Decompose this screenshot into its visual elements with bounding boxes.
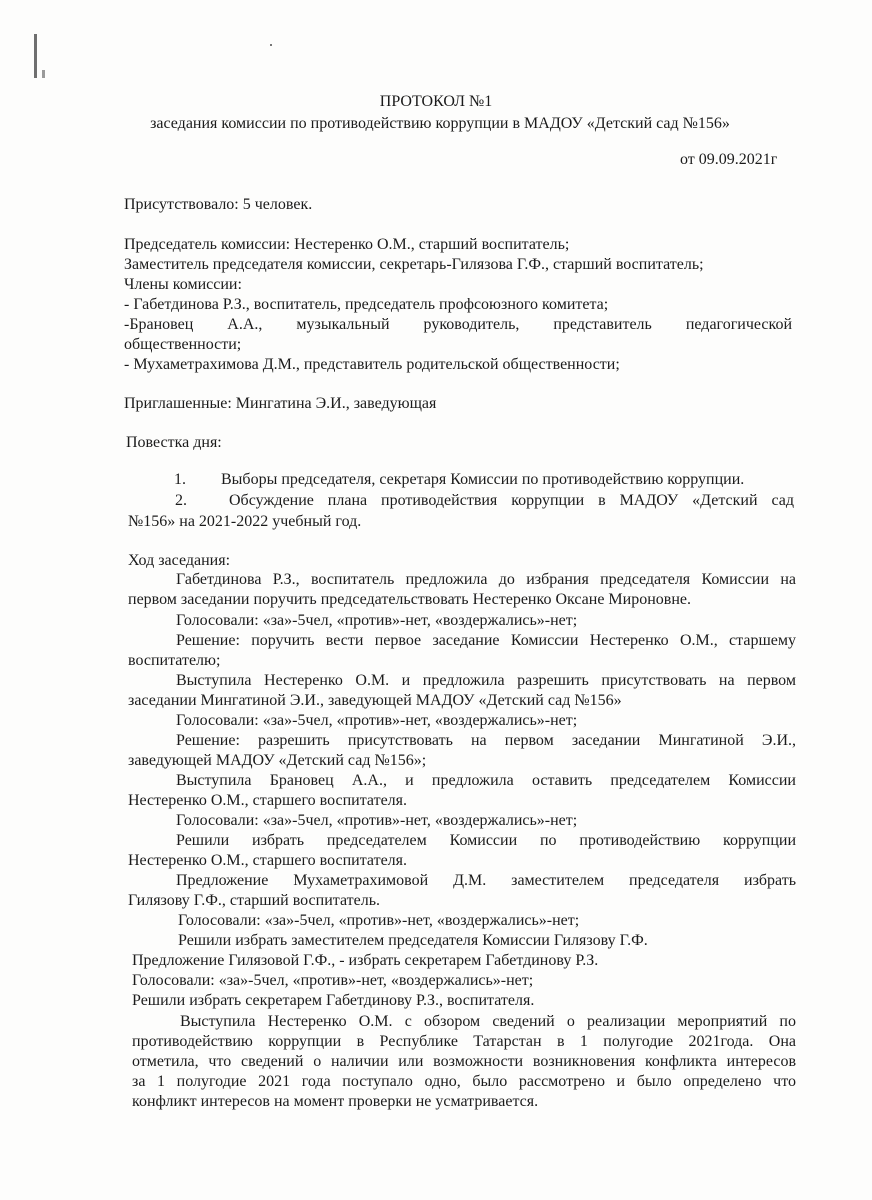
paragraph-6-cont-2: отметила, что сведений о наличии или возможности возникновения конфликта интересов bbox=[132, 1053, 796, 1070]
paragraph-2: Выступила Нестеренко О.М. и предложила разрешить присутствовать на первом bbox=[176, 672, 796, 689]
paragraph-2-cont: заседании Мингатиной Э.И., заведующей МАДОУ «Детский сад №156» bbox=[128, 692, 622, 709]
member-2-cont: общественности; bbox=[124, 336, 242, 353]
present-count: Присутствовало: 5 человек. bbox=[124, 196, 313, 213]
doc-title: ПРОТОКОЛ №1 bbox=[379, 93, 493, 110]
paragraph-3-cont: Нестеренко О.М., старшего воспитателя. bbox=[128, 792, 408, 809]
doc-subtitle: заседания комиссии по противодействию коррупции в МАДОУ «Детский сад №156» bbox=[150, 115, 730, 132]
doc-date: от 09.09.2021г bbox=[680, 151, 778, 168]
members-label: Члены комиссии: bbox=[124, 276, 242, 293]
agenda-2-cont: №156» на 2021-2022 учебный год. bbox=[128, 513, 362, 530]
decision-5: Решили избрать секретарем Габетдинову Р.З., воспитателя. bbox=[132, 992, 535, 1009]
invited: Приглашенные: Мингатина Э.И., заведующая bbox=[124, 395, 437, 412]
chairman: Председатель комиссии: Нестеренко О.М., старший воспитатель; bbox=[124, 236, 570, 253]
decision-4: Решили избрать заместителем председателя Комиссии Гилязову Г.Ф. bbox=[178, 932, 648, 949]
paragraph-1-cont: первом заседании поручить председательствовать Нестеренко Оксане Мироновне. bbox=[128, 591, 691, 608]
agenda-label: Повестка дня: bbox=[126, 434, 222, 451]
member-3: - Мухаметрахимова Д.М., представитель родительской общественности; bbox=[124, 356, 620, 373]
decision-1: Решение: поручить вести первое заседание Комиссии Нестеренко О.М., старшему bbox=[176, 632, 796, 649]
paragraph-6-cont-1: противодействию коррупции в Республике Татарстан в 1 полугодие 2021года. Она bbox=[132, 1033, 796, 1050]
member-1: - Габетдинова Р.З., воспитатель, председатель профсоюзного комитета; bbox=[124, 296, 609, 313]
paragraph-4-cont: Гилязову Г.Ф., старший воспитатель. bbox=[128, 892, 381, 909]
vote-5: Голосовали: «за»-5чел, «против»-нет, «воздержались»-нет; bbox=[132, 972, 534, 989]
paragraph-6: Выступила Нестеренко О.М. с обзором сведений о реализации мероприятий по bbox=[180, 1013, 796, 1030]
paragraph-4: Предложение Мухаметрахимовой Д.М. заместителем председателя избрать bbox=[176, 872, 796, 889]
agenda-2-number: 2. bbox=[175, 492, 187, 509]
scan-artifact bbox=[42, 70, 45, 78]
vote-4: Голосовали: «за»-5чел, «против»-нет, «воздержались»-нет; bbox=[178, 912, 580, 929]
decision-3-cont: Нестеренко О.М., старшего воспитателя. bbox=[128, 852, 408, 869]
paragraph-1: Габетдинова Р.З., воспитатель предложила до избрания председателя Комиссии на bbox=[176, 571, 796, 588]
agenda-1-number: 1. bbox=[174, 471, 186, 488]
paragraph-6-cont-4: конфликт интересов на момент проверки не усматривается. bbox=[132, 1093, 539, 1110]
agenda-1: Выборы председателя, секретаря Комиссии по противодействию коррупции. bbox=[221, 471, 745, 488]
vote-2: Голосовали: «за»-5чел, «против»-нет, «воздержались»-нет; bbox=[176, 712, 578, 729]
paragraph-5: Предложение Гилязовой Г.Ф., - избрать секретарем Габетдинову Р.З. bbox=[132, 952, 599, 969]
decision-1-cont: воспитателю; bbox=[128, 652, 221, 669]
decision-3: Решили избрать председателем Комиссии по противодействию коррупции bbox=[176, 832, 796, 849]
paragraph-6-cont-3: за 1 полугодие 2021 года поступало одно, было рассмотрено и было определено что bbox=[132, 1073, 796, 1090]
member-2: -Брановец А.А., музыкальный руководитель, представитель педагогической bbox=[124, 316, 792, 333]
agenda-2: Обсуждение плана противодействия коррупции в МАДОУ «Детский сад bbox=[229, 492, 794, 509]
deputy: Заместитель председателя комиссии, секретарь-Гилязова Г.Ф., старший воспитатель; bbox=[124, 256, 704, 273]
vote-1: Голосовали: «за»-5чел, «против»-нет, «воздержались»-нет; bbox=[176, 612, 578, 629]
paragraph-3: Выступила Брановец А.А., и предложила оставить председателем Комиссии bbox=[176, 772, 796, 789]
scan-artifact bbox=[270, 44, 272, 46]
scan-artifact bbox=[34, 34, 37, 78]
course-label: Ход заседания: bbox=[128, 552, 231, 569]
vote-3: Голосовали: «за»-5чел, «против»-нет, «воздержались»-нет; bbox=[176, 812, 578, 829]
decision-2-cont: заведующей МАДОУ «Детский сад №156»; bbox=[128, 752, 427, 769]
decision-2: Решение: разрешить присутствовать на первом заседании Мингатиной Э.И., bbox=[176, 732, 796, 749]
